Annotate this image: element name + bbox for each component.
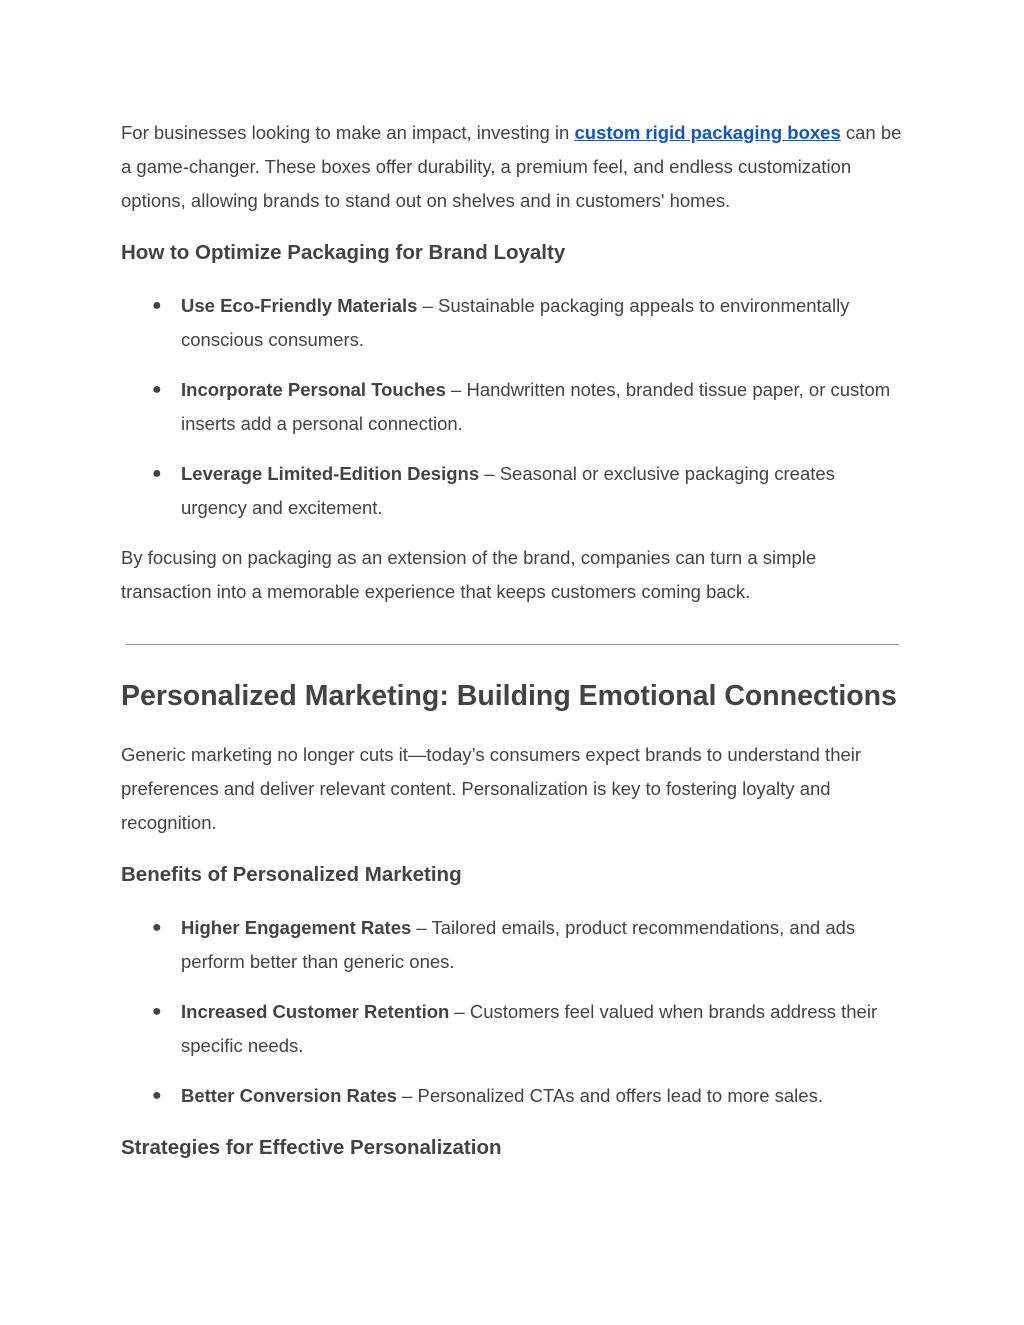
- list-item-text: – Handwritten notes, branded tissue paper, or custom inserts add a personal connection.: [181, 379, 891, 434]
- list-item: [121, 289, 905, 357]
- bullet-icon: ●: [152, 1087, 162, 1104]
- list-item-title: Higher Engagement Rates: [181, 917, 412, 938]
- optimize-list: [121, 289, 905, 525]
- list-item-text: – Seasonal or exclusive packaging creates urgency and excitement.: [181, 463, 835, 518]
- list-item: [121, 995, 905, 1063]
- bullet-icon: ●: [152, 297, 162, 314]
- list-item-text: – Tailored emails, product recommendations, and ads perform better than generic ones.: [181, 917, 856, 972]
- list-item: [121, 457, 905, 525]
- list-item: [121, 373, 905, 441]
- intro-paragraph: [121, 116, 905, 218]
- bullet-icon: ●: [152, 1003, 162, 1020]
- optimize-heading: How to Optimize Packaging for Brand Loyalty: [121, 241, 566, 264]
- optimize-closing-paragraph: By focusing on packaging as an extension of the brand, companies can turn a simple transaction into a memorable experience that keeps customers coming back.: [121, 547, 817, 602]
- list-item-text: – Personalized CTAs and offers lead to more sales.: [396, 1085, 823, 1106]
- list-item: [121, 911, 905, 979]
- strategies-heading: Strategies for Effective Personalization: [121, 1136, 502, 1159]
- benefits-list: [121, 911, 905, 1113]
- document-page: [121, 116, 905, 1165]
- bullet-icon: ●: [152, 919, 162, 936]
- personalized-marketing-heading: Personalized Marketing: Building Emotional Connections: [121, 680, 897, 712]
- list-item-text: – Customers feel valued when brands address their specific needs.: [181, 1001, 878, 1056]
- bullet-icon: ●: [152, 381, 162, 398]
- benefits-heading: Benefits of Personalized Marketing: [121, 863, 462, 886]
- personalized-intro-paragraph: Generic marketing no longer cuts it—today’s consumers expect brands to understand their preferences and deliver relevant content. Personalization is key to fostering loyalty and recognition.: [121, 744, 862, 833]
- list-item-title: Better Conversion Rates: [181, 1085, 397, 1106]
- list-item-title: Incorporate Personal Touches: [181, 379, 446, 400]
- list-item-title: Use Eco-Friendly Materials: [181, 295, 418, 316]
- section-divider: [126, 644, 899, 645]
- intro-text-after: can be a game-changer. These boxes offer durability, a premium feel, and endless customization options, allowing brands to stand out on shelves and in customers' homes.: [121, 122, 902, 211]
- list-item-text: – Sustainable packaging appeals to environmentally conscious consumers.: [181, 295, 850, 350]
- list-item-title: Increased Customer Retention: [181, 1001, 450, 1022]
- list-item-title: Leverage Limited-Edition Designs: [181, 463, 480, 484]
- intro-text-before: For businesses looking to make an impact, investing in: [121, 122, 575, 143]
- bullet-icon: ●: [152, 465, 162, 482]
- custom-rigid-packaging-boxes-link[interactable]: custom rigid packaging boxes: [574, 122, 841, 143]
- list-item: [121, 1079, 905, 1113]
